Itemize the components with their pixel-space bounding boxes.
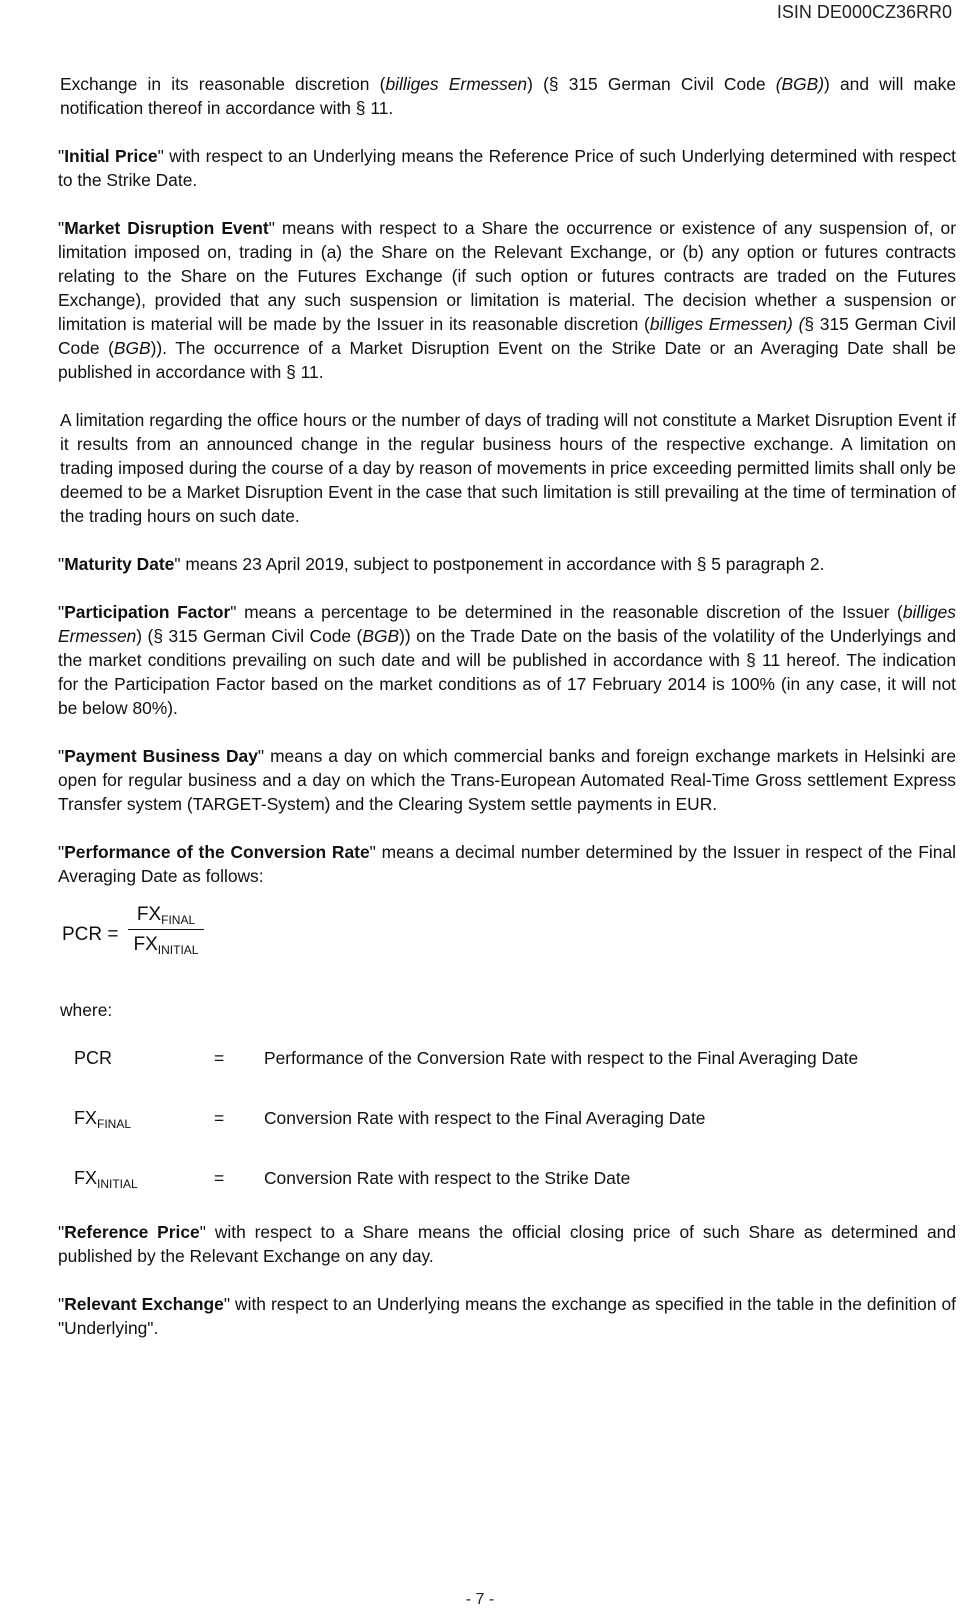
formula-fraction	[128, 902, 204, 958]
document-body	[60, 72, 956, 1364]
term-relevant-exchange: Relevant Exchange	[64, 1294, 224, 1314]
variable-definitions	[74, 1046, 956, 1196]
definition-row-fx-final	[74, 1106, 956, 1136]
term-reference-price: Reference Price	[64, 1222, 200, 1242]
term-initial-price: Initial Price	[64, 146, 158, 166]
equals-sign: =	[214, 1168, 225, 1188]
term-performance-conversion-rate: Performance of the Conversion Rate	[64, 842, 370, 862]
paragraph-exchange-continuation: Exchange in its reasonable discretion (billiges Ermessen) (§ 315 German Civil Code (BGB)) and will make notification thereof in accordance with § 11.	[60, 74, 957, 118]
symbol-fx-initial: $FX_{INITIAL}$	[74, 1168, 138, 1191]
term-maturity-date: Maturity Date	[64, 554, 175, 574]
fraction-bar	[128, 929, 204, 930]
definition-payment-business-day: "Payment Business Day" means a day on which commercial banks and foreign exchange markets in Helsinki are open for regular business and a day on which the Trans-European Automated Real-Time Gross settlement Express Transfer system (TARGET-System) and the Clearing System settle payments in EUR.	[58, 746, 956, 814]
definition-description: Conversion Rate with respect to the Strike Date	[264, 1168, 631, 1188]
definition-description: Performance of the Conversion Rate with respect to the Final Averaging Date	[264, 1048, 859, 1068]
equals-sign: =	[214, 1108, 225, 1128]
definition-initial-price: "Initial Price" with respect to an Underlying means the Reference Price of such Underlying determined with respect to the Strike Date.	[58, 146, 956, 190]
formula-lhs: PCR =	[62, 924, 119, 945]
definition-market-disruption-event: "Market Disruption Event" means with respect to a Share the occurrence or existence of any suspension of, or limitation imposed on, trading in (a) the Share on the Relevant Exchange, or (b) any option or futures contracts relating to the Share on the Futures Exchange (if such option or futures contracts are traded on the Futures Exchange), provided that any such suspension or limitation is material. The decision whether a suspension or limitation is material will be made by the Issuer in its reasonable discretion (billiges Ermessen) (§ 315 German Civil Code (BGB)). The occurrence of a Market Disruption Event on the Strike Date or an Averaging Date shall be published in accordance with § 11.	[58, 218, 957, 382]
term-payment-business-day: Payment Business Day	[64, 746, 258, 766]
definition-row-fx-initial	[74, 1166, 956, 1196]
definition-reference-price: "Reference Price" with respect to a Share means the official closing price of such Share as determined and published by the Relevant Exchange on any day.	[58, 1222, 956, 1266]
definition-performance-conversion-rate: "Performance of the Conversion Rate" means a decimal number determined by the Issuer in respect of the Final Averaging Date as follows:	[58, 842, 956, 886]
definition-row-pcr	[74, 1046, 956, 1076]
page-number: - 7 -	[465, 1591, 495, 1608]
term-market-disruption-event: Market Disruption Event	[64, 218, 269, 238]
equals-sign: =	[214, 1048, 225, 1068]
definition-relevant-exchange: "Relevant Exchange" with respect to an Underlying means the exchange as specified in the table in the definition of "Underlying".	[58, 1294, 957, 1338]
symbol-fx-final: $FX_{FINAL}$	[74, 1108, 132, 1131]
where-label: where:	[60, 1000, 113, 1020]
paragraph-limitation: A limitation regarding the office hours or the number of days of trading will not constitute a Market Disruption Event if it results from an announced change in the regular business hours of the respective exchange. A limitation on trading imposed during the course of a day by reason of movements in price exceeding permitted limits shall only be deemed to be a Market Disruption Event in the case that such limitation is still prevailing at the time of termination of the trading hours on such date.	[60, 410, 956, 526]
formula-numerator: $FX_{FINAL}$	[136, 904, 196, 927]
isin-header: ISIN DE000CZ36RR0	[776, 2, 952, 22]
symbol-pcr: PCR	[74, 1048, 113, 1068]
term-participation-factor: Participation Factor	[64, 602, 231, 622]
formula-denominator: $FX_{INITIAL}$	[133, 934, 199, 957]
definition-participation-factor: "Participation Factor" means a percentage to be determined in the reasonable discretion of the Issuer (billiges Ermessen) (§ 315 German Civil Code (BGB)) on the Trade Date on the basis of the volatility of the Underlyings and the market conditions prevailing on such date and will be published in accordance with § 11 hereof. The indication for the Participation Factor based on the market conditions as of 17 February 2014 is 100% (in any case, it will not be below 80%).	[58, 602, 956, 718]
definition-maturity-date: "Maturity Date" means 23 April 2019, subject to postponement in accordance with § 5 paragraph 2.	[58, 554, 825, 574]
pcr-formula	[60, 902, 956, 972]
definition-description: Conversion Rate with respect to the Final Averaging Date	[264, 1108, 706, 1128]
